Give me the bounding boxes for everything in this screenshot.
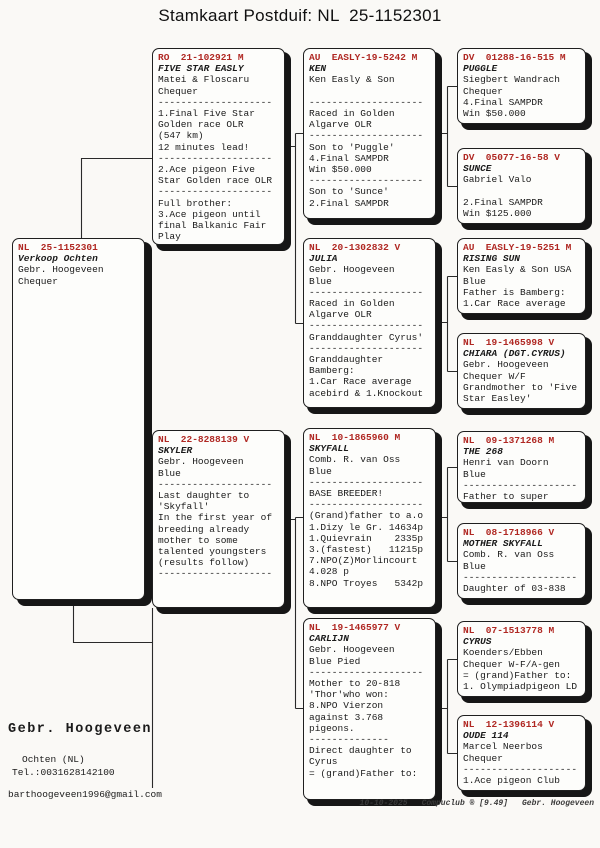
box-line: 1.Dizy le Gr. 14634p	[309, 521, 424, 533]
connector-father-parents	[284, 134, 303, 324]
box-details	[18, 264, 140, 286]
owner-email: barthoogeveen1996@gmail.com	[8, 789, 162, 800]
box-line: --------------------	[309, 175, 424, 187]
box-line: 2.Final SAMPDR	[463, 196, 543, 208]
box-line: 3.(fastest) 11215p	[309, 544, 424, 556]
box-line: Granddaughter Cyrus'	[309, 331, 424, 343]
box-line: 1.Ace pigeon Club	[463, 775, 560, 787]
box-details	[463, 741, 581, 786]
pigeon-name: KEN	[309, 63, 327, 75]
box-line: = (grand)Father to:	[309, 767, 418, 779]
box-line: Mother to 20-818	[309, 678, 401, 690]
box-line: Koenders/Ebben	[463, 647, 543, 659]
pigeon-name: THE 268	[463, 446, 503, 458]
box-line: Gebr. Hoogeveen	[18, 264, 104, 276]
box-line: pigeons.	[309, 722, 355, 734]
box-details	[309, 264, 431, 398]
connector-ken-parents	[435, 87, 457, 187]
box-line: --------------	[309, 734, 389, 746]
box-line: (Grand)father to a.o	[309, 510, 424, 522]
connector-carlijn-parents	[435, 660, 457, 754]
box-line: --------------------	[463, 571, 578, 583]
box-details	[158, 74, 280, 242]
box-details	[309, 454, 431, 588]
box-line: acebird & 1.Knockout	[309, 387, 424, 399]
footer-date: 10-10-2025	[359, 799, 408, 808]
box-line: Raced in Golden	[309, 298, 395, 310]
box-line: 2.Final SAMPDR	[309, 197, 389, 209]
box-line: = (grand)Father to:	[463, 669, 572, 681]
box-details	[463, 359, 581, 404]
box-line: 'Thor'who won:	[309, 689, 389, 701]
box-line: 4.Final SAMPDR	[463, 96, 543, 108]
box-line: --------------------	[309, 499, 424, 511]
box-line: 12 minutes lead!	[158, 141, 250, 153]
box-line: Win $50.000	[309, 164, 372, 176]
box-line	[309, 86, 431, 97]
box-line: Blue	[463, 468, 486, 480]
box-line: Star Easley'	[463, 393, 532, 405]
owner-city: Ochten (NL)	[22, 754, 85, 765]
box-line: Direct daughter to	[309, 745, 412, 757]
box-line	[463, 186, 581, 197]
box-line: 1. Olympiadpigeon LD	[463, 681, 578, 693]
box-line: Son to 'Puggle'	[309, 141, 395, 153]
box-line: final Balkanic Fair	[158, 220, 267, 232]
box-line: Ken Easly & Son	[309, 74, 395, 86]
box-line: --------------------	[158, 478, 273, 490]
box-line: Blue	[309, 465, 332, 477]
box-line: 1.Final Five Star	[158, 108, 255, 120]
box-line: Chequer W-F/A-gen	[463, 658, 560, 670]
box-line: --------------------	[309, 286, 424, 298]
box-line: In the first year of	[158, 512, 273, 524]
box-line: Golden race OLR	[158, 119, 244, 131]
owner-phone: Tel.:0031628142100	[12, 767, 115, 778]
box-line: Win $50.000	[463, 108, 526, 120]
pedigree-box-ggf-1	[457, 48, 586, 124]
ring-number: AU EASLY-19-5242 M	[309, 52, 418, 63]
pedigree-box-ggf-2	[457, 238, 586, 314]
box-line: Gabriel Valo	[463, 174, 532, 186]
box-line: --------------------	[309, 476, 424, 488]
pigeon-name: Verkoop Ochten	[18, 253, 98, 265]
ring-number: NL 12-1396114 V	[463, 719, 555, 730]
pedigree-box-ggm-1	[457, 148, 586, 224]
box-line: Gebr. Hoogeveen	[463, 359, 549, 371]
pigeon-name: JULIA	[309, 253, 338, 265]
box-line: Matei & Floscaru	[158, 74, 250, 86]
ring-number: NL 08-1718966 V	[463, 527, 555, 538]
pedigree-box-grandfather-maternal	[303, 428, 436, 608]
box-line: (547 km)	[158, 130, 204, 142]
connector-mother-parents	[284, 518, 303, 709]
ring-number: AU EASLY-19-5251 M	[463, 242, 572, 253]
connector-subject-father	[82, 159, 153, 239]
box-line: Father is Bamberg:	[463, 286, 566, 298]
pedigree-box-mother	[152, 430, 285, 608]
pigeon-name: RISING SUN	[463, 253, 521, 265]
pedigree-box-ggf-4	[457, 621, 586, 697]
box-line: --------------------	[309, 342, 424, 354]
box-line: Full brother:	[158, 197, 233, 209]
ring-number: NL 19-1465977 V	[309, 622, 401, 633]
box-line: Marcel Neerbos	[463, 741, 543, 753]
box-line: 1.Quievrain 2335p	[309, 532, 424, 544]
contact-block	[8, 722, 162, 800]
pedigree-box-ggm-4	[457, 715, 586, 791]
box-line: Chequer	[463, 85, 503, 97]
pedigree-box-subject	[12, 238, 145, 600]
pigeon-name: SKYFALL	[309, 443, 349, 455]
box-line: Raced in Golden	[309, 108, 395, 120]
box-line: Son to 'Sunce'	[309, 186, 389, 198]
footer-owner: Gebr. Hoogeveen	[521, 799, 594, 808]
ring-number: DV 01288-16-515 M	[463, 52, 566, 63]
box-line: mother to some	[158, 534, 238, 546]
box-line: Algarve OLR	[309, 309, 372, 321]
pedigree-box-ggf-3	[457, 431, 586, 503]
box-line: Chequer	[158, 85, 198, 97]
box-line: Blue	[463, 560, 486, 572]
box-line: Ken Easly & Son USA	[463, 264, 572, 276]
box-line: 4.Final SAMPDR	[309, 152, 389, 164]
box-line: Gebr. Hoogeveen	[158, 456, 244, 468]
box-line: --------------------	[309, 666, 424, 678]
box-line: Siegbert Wandrach	[463, 74, 560, 86]
box-line: Father to super	[463, 491, 549, 503]
box-details	[463, 549, 581, 594]
ring-number: NL 10-1865960 M	[309, 432, 401, 443]
box-line: --------------------	[158, 186, 273, 198]
owner-name: Gebr. Hoogeveen	[8, 722, 153, 737]
box-line: 2.Ace pigeon Five	[158, 164, 255, 176]
box-line: 'Skyfall'	[158, 501, 210, 513]
box-line: Chequer	[463, 752, 503, 764]
pedigree-box-father	[152, 48, 285, 245]
box-details	[309, 644, 431, 778]
pigeon-name: FIVE STAR EASLY	[158, 63, 244, 75]
ring-number: NL 09-1371268 M	[463, 435, 555, 446]
box-line: Blue	[158, 467, 181, 479]
box-line: --------------------	[309, 320, 424, 332]
box-details	[463, 74, 581, 119]
pedigree-box-grandmother-paternal	[303, 238, 436, 408]
ring-number: NL 19-1465998 V	[463, 337, 555, 348]
pigeon-name: PUGGLE	[463, 63, 498, 75]
box-line: Grandmother to 'Five	[463, 381, 578, 393]
box-details	[463, 647, 581, 692]
box-line: --------------------	[158, 96, 273, 108]
box-line: 1.Car Race average	[463, 298, 566, 310]
pedigree-box-grandmother-maternal	[303, 618, 436, 800]
ring-number: NL 25-1152301	[18, 242, 98, 253]
box-line: against 3.768	[309, 711, 384, 723]
ring-number: DV 05077-16-58 V	[463, 152, 560, 163]
box-line: --------------------	[309, 96, 424, 108]
box-line: --------------------	[463, 763, 578, 775]
box-line: Comb. R. van Oss	[463, 549, 555, 561]
ring-number: NL 20-1302832 V	[309, 242, 401, 253]
box-details	[463, 457, 581, 502]
ring-number: NL 22-8288139 V	[158, 434, 250, 445]
box-line: 8.NPO Vierzon	[309, 700, 384, 712]
box-line: Chequer W/F	[463, 370, 526, 382]
connector-julia-parents	[435, 277, 457, 372]
pigeon-name: CYRUS	[463, 636, 492, 648]
box-line: BASE BREEDER!	[309, 488, 384, 500]
box-line: --------------------	[463, 479, 578, 491]
ring-number: NL 07-1513778 M	[463, 625, 555, 636]
footer	[346, 799, 594, 808]
pigeon-name: CARLIJN	[309, 633, 349, 645]
pigeon-name: SUNCE	[463, 163, 492, 175]
box-line: Henri van Doorn	[463, 457, 549, 469]
pedigree-box-ggm-2	[457, 333, 586, 409]
box-line: Cyrus	[309, 756, 338, 768]
box-line: 4.028 p	[309, 566, 349, 578]
box-line: Gebr. Hoogeveen	[309, 644, 395, 656]
box-line: --------------------	[309, 130, 424, 142]
box-details	[309, 74, 431, 208]
box-line: Chequer	[18, 275, 58, 287]
box-line: 8.NPO Troyes 5342p	[309, 577, 424, 589]
connector-skyfall-parents	[435, 468, 457, 562]
pigeon-name: OUDE 114	[463, 730, 509, 742]
box-line: Bamberg:	[309, 365, 355, 377]
box-line: Daughter of 03-838	[463, 583, 566, 595]
pedigree-box-ggm-3	[457, 523, 586, 599]
box-line: Blue	[463, 275, 486, 287]
box-line: Gebr. Hoogeveen	[309, 264, 395, 276]
box-line: Comb. R. van Oss	[309, 454, 401, 466]
box-details	[463, 174, 581, 219]
box-line: --------------------	[158, 152, 273, 164]
box-line: talented youngsters	[158, 546, 267, 558]
box-line: 7.NPO(Z)Morlincourt	[309, 555, 418, 567]
box-line: 1.Car Race average	[309, 376, 412, 388]
box-line: breeding already	[158, 523, 250, 535]
pedigree-box-grandfather-paternal	[303, 48, 436, 219]
box-line: Algarve OLR	[309, 119, 372, 131]
ring-number: RO 21-102921 M	[158, 52, 244, 63]
page-title: Stamkaart Postduif: NL 25-1152301	[158, 6, 442, 25]
box-details	[158, 456, 280, 579]
pigeon-name: CHIARA (DGT.CYRUS)	[463, 348, 566, 360]
pigeon-name: SKYLER	[158, 445, 193, 457]
box-line: Win $125.000	[463, 208, 532, 220]
pigeon-name: MOTHER SKYFALL	[463, 538, 543, 550]
box-details	[463, 264, 581, 309]
box-line: Star Golden race OLR	[158, 175, 273, 187]
box-line: Last daughter to	[158, 490, 250, 502]
box-line: Granddaughter	[309, 354, 384, 366]
box-line: Blue	[309, 275, 332, 287]
box-line: Blue Pied	[309, 655, 361, 667]
box-line: 3.Ace pigeon until	[158, 208, 261, 220]
box-line: --------------------	[158, 568, 273, 580]
footer-program: Compuclub ® [9.49]	[421, 799, 508, 808]
box-line: (results follow)	[158, 557, 250, 569]
box-line: Play	[158, 231, 181, 243]
